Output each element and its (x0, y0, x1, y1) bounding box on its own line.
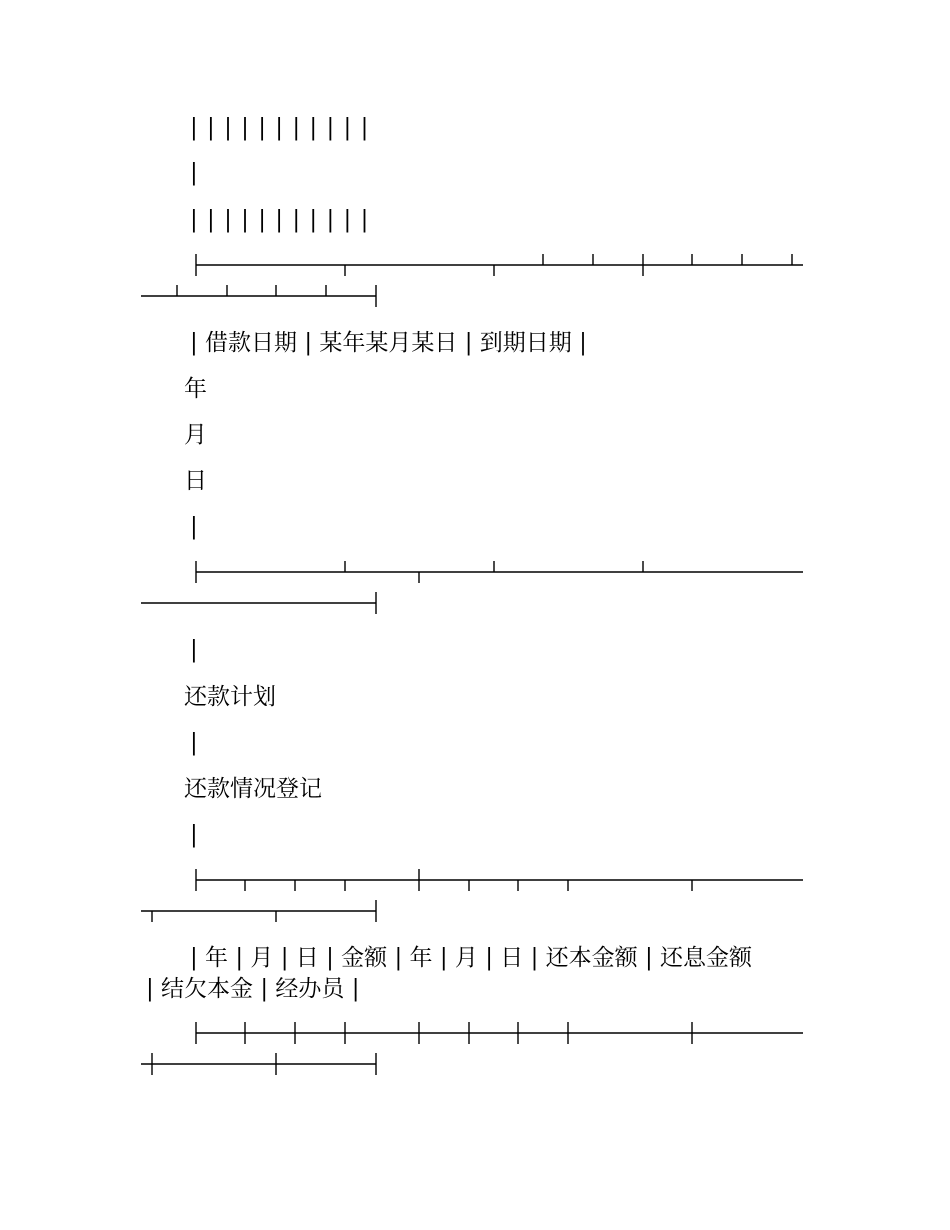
repayment-record-label: 还款情况登记 (184, 776, 322, 802)
bars-row-1: | | | | | | | | | | | (190, 115, 370, 141)
loan-date-header: | 借款日期 | 某年某月某日 | 到期日期 | (190, 330, 587, 356)
day-char: 日 (184, 468, 207, 494)
bar-single: | (190, 730, 198, 756)
bar-single: | (190, 637, 198, 663)
record-header-line-1: | 年 | 月 | 日 | 金额 | 年 | 月 | 日 | 还本金额 | 还息金额 (190, 945, 753, 971)
record-header-line-2: | 结欠本金 | 经办员 | (146, 976, 360, 1002)
bar-single: | (190, 160, 198, 186)
bar-single: | (190, 822, 198, 848)
repayment-plan-label: 还款计划 (184, 684, 276, 710)
bars-row-2: | | | | | | | | | | | (190, 207, 370, 233)
month-char: 月 (184, 422, 207, 448)
bar-single: | (190, 514, 198, 540)
year-char: 年 (184, 376, 207, 402)
